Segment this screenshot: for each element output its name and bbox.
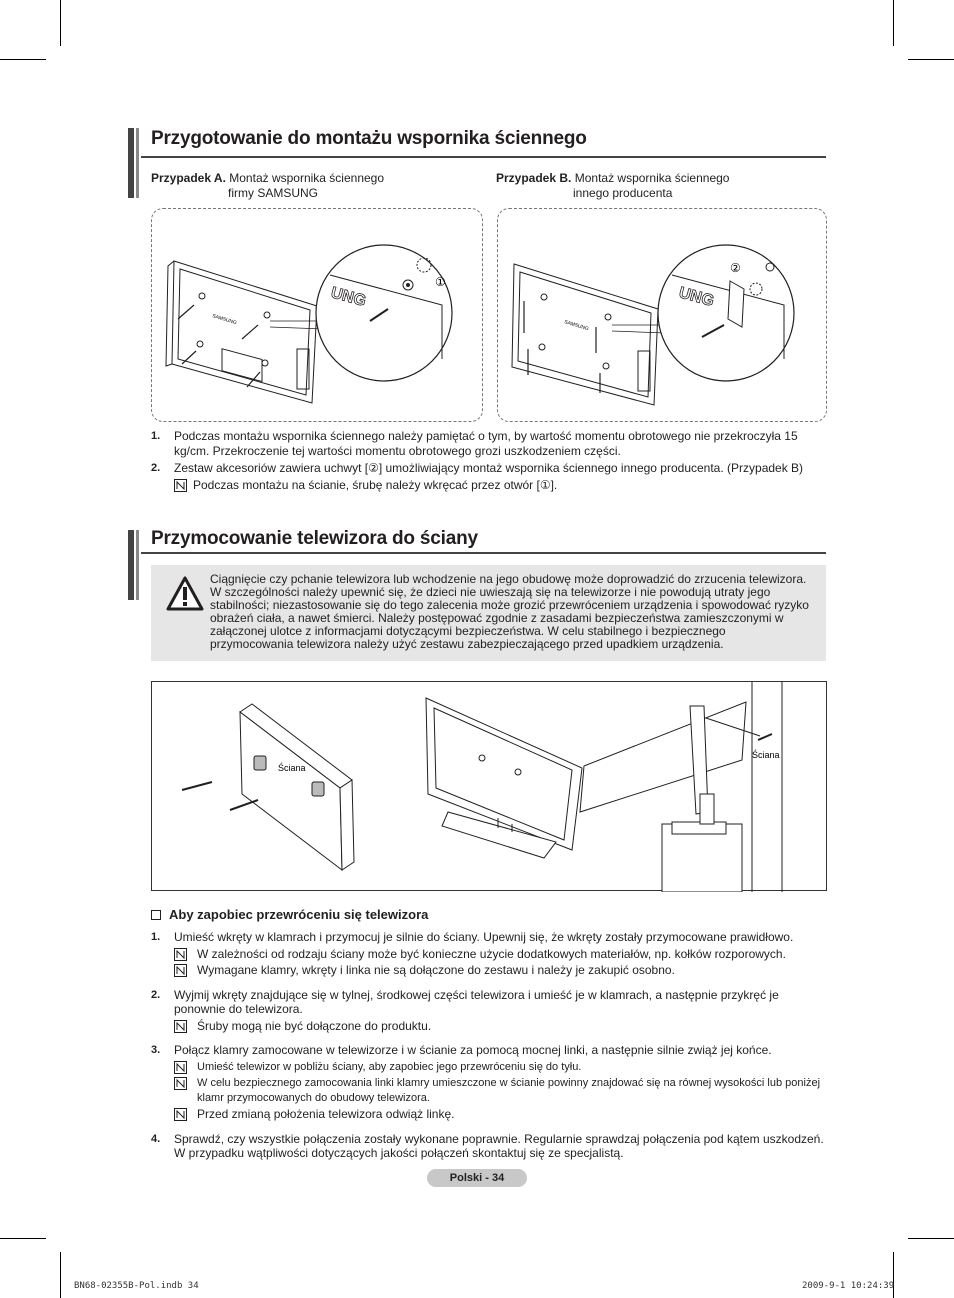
step-item (151, 429, 827, 458)
case-a-label: Przypadek A. (151, 171, 226, 185)
svg-text:UNG: UNG (328, 284, 368, 311)
note-item (174, 1076, 827, 1105)
note-icon (174, 1020, 187, 1033)
section1-steps (151, 429, 827, 495)
note-item (174, 478, 827, 493)
crop-mark (0, 1238, 46, 1239)
note-item (174, 947, 827, 962)
crop-mark (908, 1238, 954, 1239)
note-item (174, 1019, 827, 1034)
step-text: Podczas montażu wspornika ściennego należy pamiętać o tym, by wartość momentu obrotowego nie przekroczyła 15 kg/cm. Przekroczenie tej wartości momentu obrotowego grozi uszkodzeniem części. (174, 429, 798, 458)
print-file-name: BN68-02355B-Pol.indb 34 (74, 1281, 199, 1291)
tv-brand-label-a: SAMSUNG (211, 313, 238, 327)
section-rule (141, 156, 826, 158)
crop-mark (0, 59, 46, 60)
callout-2: ② (730, 261, 741, 275)
step-number: 2. (151, 462, 161, 474)
step-item (151, 461, 827, 492)
step-text: Połącz klamry zamocowane w telewizorze i w ścianie za pomocą mocnej linki, a następnie silnie zwiąż jej końce. (174, 1043, 772, 1057)
wall-label-left: Ściana (278, 763, 306, 773)
section-rule (141, 552, 826, 554)
case-b-line2: innego producenta (573, 186, 673, 200)
note-icon (174, 948, 187, 961)
tv-back-illustration-a (152, 209, 484, 423)
step-item (151, 930, 827, 978)
note-icon (174, 1108, 187, 1121)
svg-text:UNG: UNG (676, 284, 716, 311)
figure-wall-anchoring (151, 681, 827, 891)
crop-mark (60, 1252, 61, 1298)
wall-anchoring-illustration (152, 682, 828, 892)
case-b-caption (496, 171, 796, 201)
crop-mark (60, 0, 61, 46)
note-text: Śruby mogą nie być dołączone do produktu. (197, 1018, 432, 1033)
crop-mark (893, 1252, 894, 1298)
step-number: 2. (151, 988, 161, 1001)
note-icon (174, 1061, 187, 1074)
note-icon (174, 1077, 187, 1090)
step-text: Zestaw akcesoriów zawiera uchwyt [②] umożliwiający montaż wspornika ściennego innego producenta. (Przypadek B) (174, 461, 804, 475)
section-title: Przygotowanie do montażu wspornika ściennego (151, 128, 587, 149)
case-a-line2: firmy SAMSUNG (228, 186, 318, 200)
step-text: Wyjmij wkręty znajdujące się w tylnej, środkowej części telewizora i umieść je w klamrach, a następnie przykręć je ponownie do telewizora. (174, 987, 779, 1016)
crop-mark (893, 0, 894, 46)
subheading-text: Aby zapobiec przewróceniu się telewizora (169, 907, 429, 922)
figure-case-a (151, 208, 483, 422)
note-text: W zależności od rodzaju ściany może być konieczne użycie dodatkowych materiałów, np. kołków rozporowych. (197, 946, 786, 961)
print-timestamp: 2009-9-1 10:24:39 (802, 1281, 895, 1291)
note-icon (174, 964, 187, 977)
note-text: Wymagane klamry, wkręty i linka nie są dołączone do zestawu i należy je zakupić osobno. (197, 963, 675, 977)
case-a-line1: Montaż wspornika ściennego (229, 171, 385, 185)
note-text: Podczas montażu na ścianie, śrubę należy wkręcać przez otwór [①]. (193, 477, 558, 492)
section-marker (136, 128, 139, 198)
figure-case-b (497, 208, 827, 422)
step-number: 1. (151, 430, 161, 442)
section2-steps (151, 930, 827, 1164)
case-b-label: Przypadek B. (496, 171, 572, 185)
note-text: Umieść telewizor w pobliżu ściany, aby zapobiec jego przewróceniu się do tyłu. (197, 1060, 582, 1073)
note-item (174, 1060, 827, 1075)
crop-mark (908, 59, 954, 60)
case-b-line1: Montaż wspornika ściennego (574, 171, 730, 185)
note-text: Przed zmianą położenia telewizora odwiąż linkę. (197, 1107, 455, 1121)
step-item (151, 988, 827, 1034)
section-marker (128, 530, 134, 600)
section-marker (136, 530, 139, 600)
step-number: 1. (151, 931, 161, 943)
wall-label-right: Ściana (752, 750, 780, 760)
section-marker (128, 128, 134, 198)
warning-triangle-icon (166, 576, 204, 612)
tv-back-illustration-b (498, 209, 828, 423)
step-item (151, 1043, 827, 1122)
note-text: W celu bezpiecznego zamocowania linki klamry umieszczone w ścianie powinny znajdować się na równej wysokości lub poniżej klamr przymocowanych do obudowy telewizora. (197, 1077, 821, 1104)
note-item (174, 1107, 827, 1122)
step-text: Umieść wkręty w klamrach i przymocuj je silnie do ściany. Upewnij się, że wkręty zostały przymocowane prawidłowo. (174, 930, 794, 944)
note-item (174, 963, 827, 978)
step-text: Sprawdź, czy wszystkie połączenia zostały wykonane poprawnie. Regularnie sprawdzaj połączenia pod kątem uszkodzeń. W przypadku wątpliwości dotyczących jakości połączeń skontaktuj się ze specjalistą. (174, 1131, 824, 1160)
page-number-badge: Polski - 34 (427, 1169, 527, 1187)
tv-brand-label-b: SAMSUNG (563, 319, 590, 333)
warning-text: Ciągnięcie czy pchanie telewizora lub wchodzenie na jego obudowę może doprowadzić do zrzucenia telewizora. W szczególności należy upewnić się, że dzieci nie uwieszają się na telewizorze i nie powodują utraty jego stabilności; niezastosowanie się do tego zalecenia może grozić przewróceniem urządzenia i spowodować ryzyko obrażeń ciała, a nawet śmierci. Należy postępować zgodnie z zasadami bezpieczeństwa zamieszczonymi w załączonej ulotce z informacjami dotyczącymi bezpieczeństwa. W celu stabilnego i bezpiecznego przymocowania telewizora należy użyć zestawu zabezpieczającego przed upadkiem urządzenia. (210, 572, 809, 651)
warning-box (151, 565, 826, 661)
note-icon (174, 479, 187, 492)
step-number: 3. (151, 1044, 161, 1056)
section-title: Przymocowanie telewizora do ściany (151, 528, 478, 549)
subheading (151, 907, 428, 922)
case-a-caption (151, 171, 451, 201)
checkbox-bullet-icon (151, 910, 161, 920)
step-item (151, 1132, 827, 1161)
callout-1: ① (435, 275, 446, 289)
step-number: 4. (151, 1132, 161, 1145)
